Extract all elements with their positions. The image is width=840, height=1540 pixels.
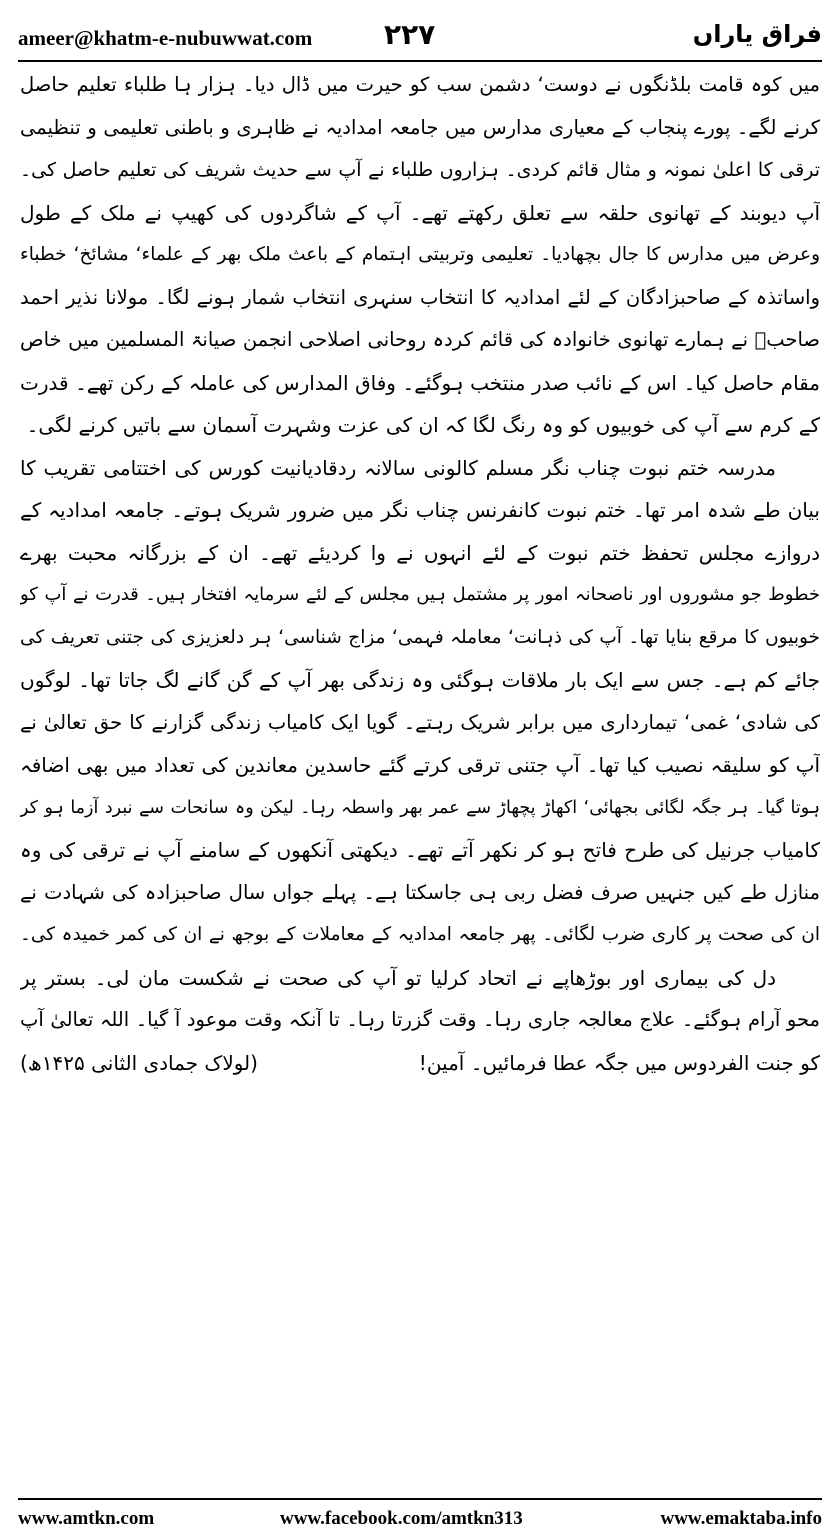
- footer-link-amtkn[interactable]: www.amtkn.com: [18, 1508, 155, 1529]
- text-line: محو آرام ہوگئے۔ علاج معالجہ جاری رہا۔ وقت گزرتا رہا۔ تا آنکہ وقت موعود آ گیا۔ اللہ تعالیٰ آپ: [20, 1008, 820, 1031]
- text-line: صاحبؒ نے ہمارے تھانوی خانوادہ کی قائم کردہ روحانی اصلاحی انجمن صیانۃ المسلمین میں خاص: [20, 328, 820, 351]
- text-line: دل کی بیماری اور بوڑھاپے نے اتحاد کرلیا تو آپ کی صحت نے شکست مان لی۔ بستر پر: [20, 965, 776, 990]
- text-line: جائے کم ہے۔ جس سے ایک بار ملاقات ہوگئی وہ زندگی بھر آپ کے گن گانے لگ جاتا تھا۔ لوگوں: [20, 668, 820, 692]
- text-line: خطوط جو مشوروں اور ناصحانہ امور پر مشتمل ہیں مجلس کے لئے سرمایہ افتخار ہیں۔ قدرت نے آپ کو: [20, 584, 820, 605]
- text-line: بیان طے شدہ امر تھا۔ ختم نبوت کانفرنس چناب نگر میں ضرور شریک ہوتے۔ جامعہ امدادیہ کے: [20, 498, 820, 522]
- text-line: وعرض میں مدارس کا جال بچھادیا۔ تعلیمی وتربیتی اہتمام کے باعث ملک بھر کے علماء‘ مشائخ‘ خطباء: [20, 244, 820, 265]
- text-line: دروازے مجلس تحفظ ختم نبوت کے لئے انہوں نے وا کردیئے تھے۔ ان کے بزرگانہ محبت بھرے: [20, 540, 820, 565]
- book-title: فراق یاراں: [692, 20, 822, 48]
- text-line: کے کرم سے آپ کی خوبیوں کو وہ رنگ لگا کہ ان کی عزت وشہرت آسمان سے باتیں کرنے لگی۔: [26, 413, 820, 437]
- text-line: مدرسہ ختم نبوت چناب نگر مسلم کالونی سالانہ ردقادیانیت کورس کی اختتامی تقریب کا: [20, 455, 776, 480]
- source-date: (لولاک جمادی الثانی ۱۴۲۵ھ): [20, 1050, 258, 1075]
- closing-text: کو جنت الفردوس میں جگہ عطا فرمائیں۔ آمین!: [418, 1050, 820, 1075]
- page-number: ۲۲۷: [384, 18, 436, 51]
- text-line: ان کی صحت پر کاری ضرب لگائی۔ پھر جامعہ امدادیہ کے معاملات کے بوجھ نے ان کی کمر خمیدہ کی۔: [20, 924, 820, 945]
- text-line: میں کوہ قامت بلڈنگوں نے دوست‘ دشمن سب کو حیرت میں ڈال دیا۔ ہزار ہا طلباء تعلیم حاصل: [20, 73, 820, 96]
- text-line: ہوتا گیا۔ ہر جگہ لگائی بجھائی‘ اکھاڑ پچھاڑ سے عمر بھر واسطہ رہا۔ لیکن وہ سانحات سے نبرد آزما ہو کر: [20, 797, 820, 818]
- footer-link-facebook[interactable]: www.facebook.com/amtkn313: [280, 1508, 523, 1529]
- footer-rule: [18, 1498, 822, 1500]
- text-line: واساتذہ کے صاحبزادگان کے لئے امدادیہ کا انتخاب سنہری انتخاب شمار ہونے لگا۔ مولانا نذیر احمد: [20, 285, 820, 309]
- text-line: آپ کو سلیقہ نصیب کیا تھا۔ آپ جتنی ترقی کرتے گئے حاسدین معاندین کی تعداد میں بھی اضافہ: [20, 753, 820, 777]
- body-text: [20, 64, 820, 1084]
- text-line: مقام حاصل کیا۔ اس کے نائب صدر منتخب ہوگئے۔ وفاق المدارس کی عاملہ کے رکن تھے۔ قدرت: [20, 370, 820, 395]
- header-rule: [18, 60, 822, 62]
- text-line: آپ دیوبند کے تھانوی حلقہ سے تعلق رکھتے تھے۔ آپ کے شاگردوں کی کھیپ نے ملک کے طول: [20, 200, 820, 225]
- text-line: خوبیوں کا مرقع بنایا تھا۔ آپ کی ذہانت‘ معاملہ فہمی‘ مزاج شناسی‘ ہر دلعزیزی کی جتنی تعریف کی: [20, 626, 820, 648]
- text-line: کرنے لگے۔ پورے پنجاب کے معیاری مدارس میں جامعہ امدادیہ نے ظاہری و باطنی تعلیمی و تنظیمی: [20, 115, 820, 139]
- text-line: کی شادی‘ غمی‘ تیمارداری میں برابر شریک رہتے۔ گویا ایک کامیاب زندگی گزارنے کا حق تعالیٰ نے: [20, 710, 820, 734]
- text-line: کامیاب جرنیل کی طرح فاتح ہو کر نکھر آتے تھے۔ دیکھتی آنکھوں کے سامنے آپ نے ترقی کی وہ: [20, 838, 820, 862]
- page-header: [18, 18, 822, 60]
- page-footer: [18, 1508, 822, 1536]
- closing-line: [20, 1042, 820, 1085]
- text-line: ترقی کا اعلیٰ نمونہ و مثال قائم کردی۔ ہزاروں طلباء نے آپ سے حدیث شریف کی تعلیم حاصل کی۔: [20, 159, 820, 181]
- text-line: منازل طے کیں جنہیں صرف فضل ربی ہی جاسکتا ہے۔ پہلے جواں سال صاحبزادہ کی شہادت نے: [20, 880, 820, 904]
- footer-link-emaktaba[interactable]: www.emaktaba.info: [660, 1508, 822, 1529]
- header-email: ameer@khatm-e-nubuwwat.com: [18, 26, 313, 50]
